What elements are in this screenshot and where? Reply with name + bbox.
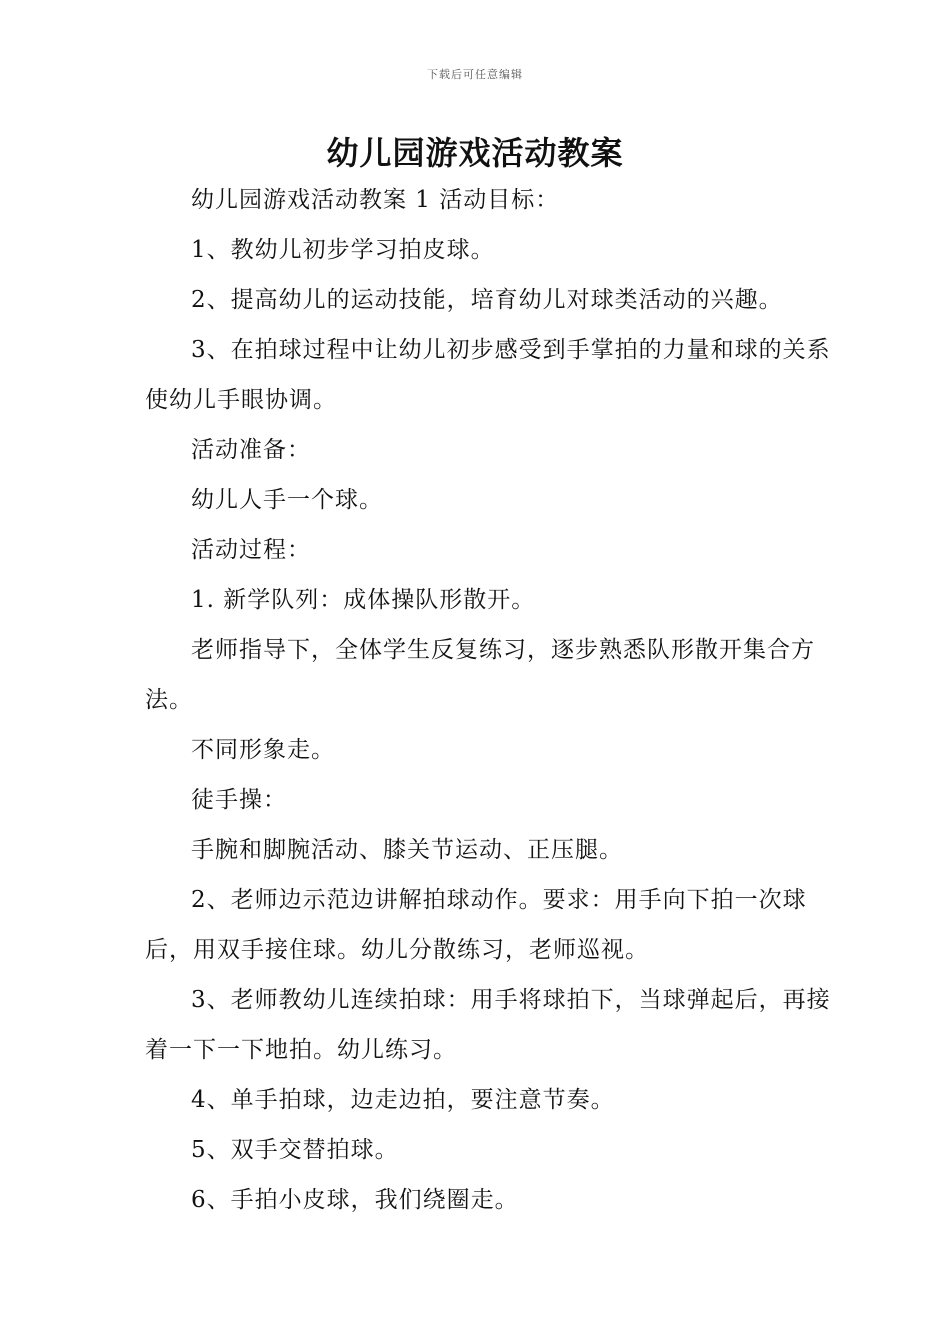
document-body	[145, 175, 835, 1225]
paragraph-4: 活动准备：	[191, 437, 311, 463]
paragraph-8: 老师指导下，全体学生反复练习，逐步熟悉队形散开集合方法。	[145, 637, 815, 713]
paragraph-12: 2、老师边示范边讲解拍球动作。要求：用手向下拍一次球后，用双手接住球。幼儿分散练习，老师巡视。	[145, 887, 807, 963]
paragraph-1: 1、教幼儿初步学习拍皮球。	[191, 237, 495, 263]
paragraph-3: 3、在拍球过程中让幼儿初步感受到手掌拍的力量和球的关系使幼儿手眼协调。	[145, 337, 831, 413]
paragraph-15: 5、双手交替拍球。	[191, 1137, 399, 1163]
paragraph-2: 2、提高幼儿的运动技能，培育幼儿对球类活动的兴趣。	[191, 287, 783, 313]
paragraph-5: 幼儿人手一个球。	[191, 487, 383, 513]
paragraph-14: 4、单手拍球，边走边拍，要注意节奏。	[191, 1087, 615, 1113]
document-title: 幼儿园游戏活动教案	[326, 134, 624, 172]
paragraph-6: 活动过程：	[191, 537, 311, 563]
paragraph-10: 徒手操：	[191, 787, 287, 813]
paragraph-13: 3、老师教幼儿连续拍球：用手将球拍下，当球弹起后，再接着一下一下地拍。幼儿练习。	[145, 987, 831, 1063]
paragraph-11: 手腕和脚腕活动、膝关节运动、正压腿。	[191, 837, 623, 863]
paragraph-9: 不同形象走。	[191, 737, 335, 763]
paragraph-16: 6、手拍小皮球，我们绕圈走。	[191, 1187, 519, 1213]
paragraph-7: 1. 新学队列：成体操队形散开。	[191, 587, 536, 613]
header-note: 下载后可任意编辑	[427, 68, 523, 81]
paragraph-0: 幼儿园游戏活动教案 1 活动目标：	[191, 187, 560, 213]
